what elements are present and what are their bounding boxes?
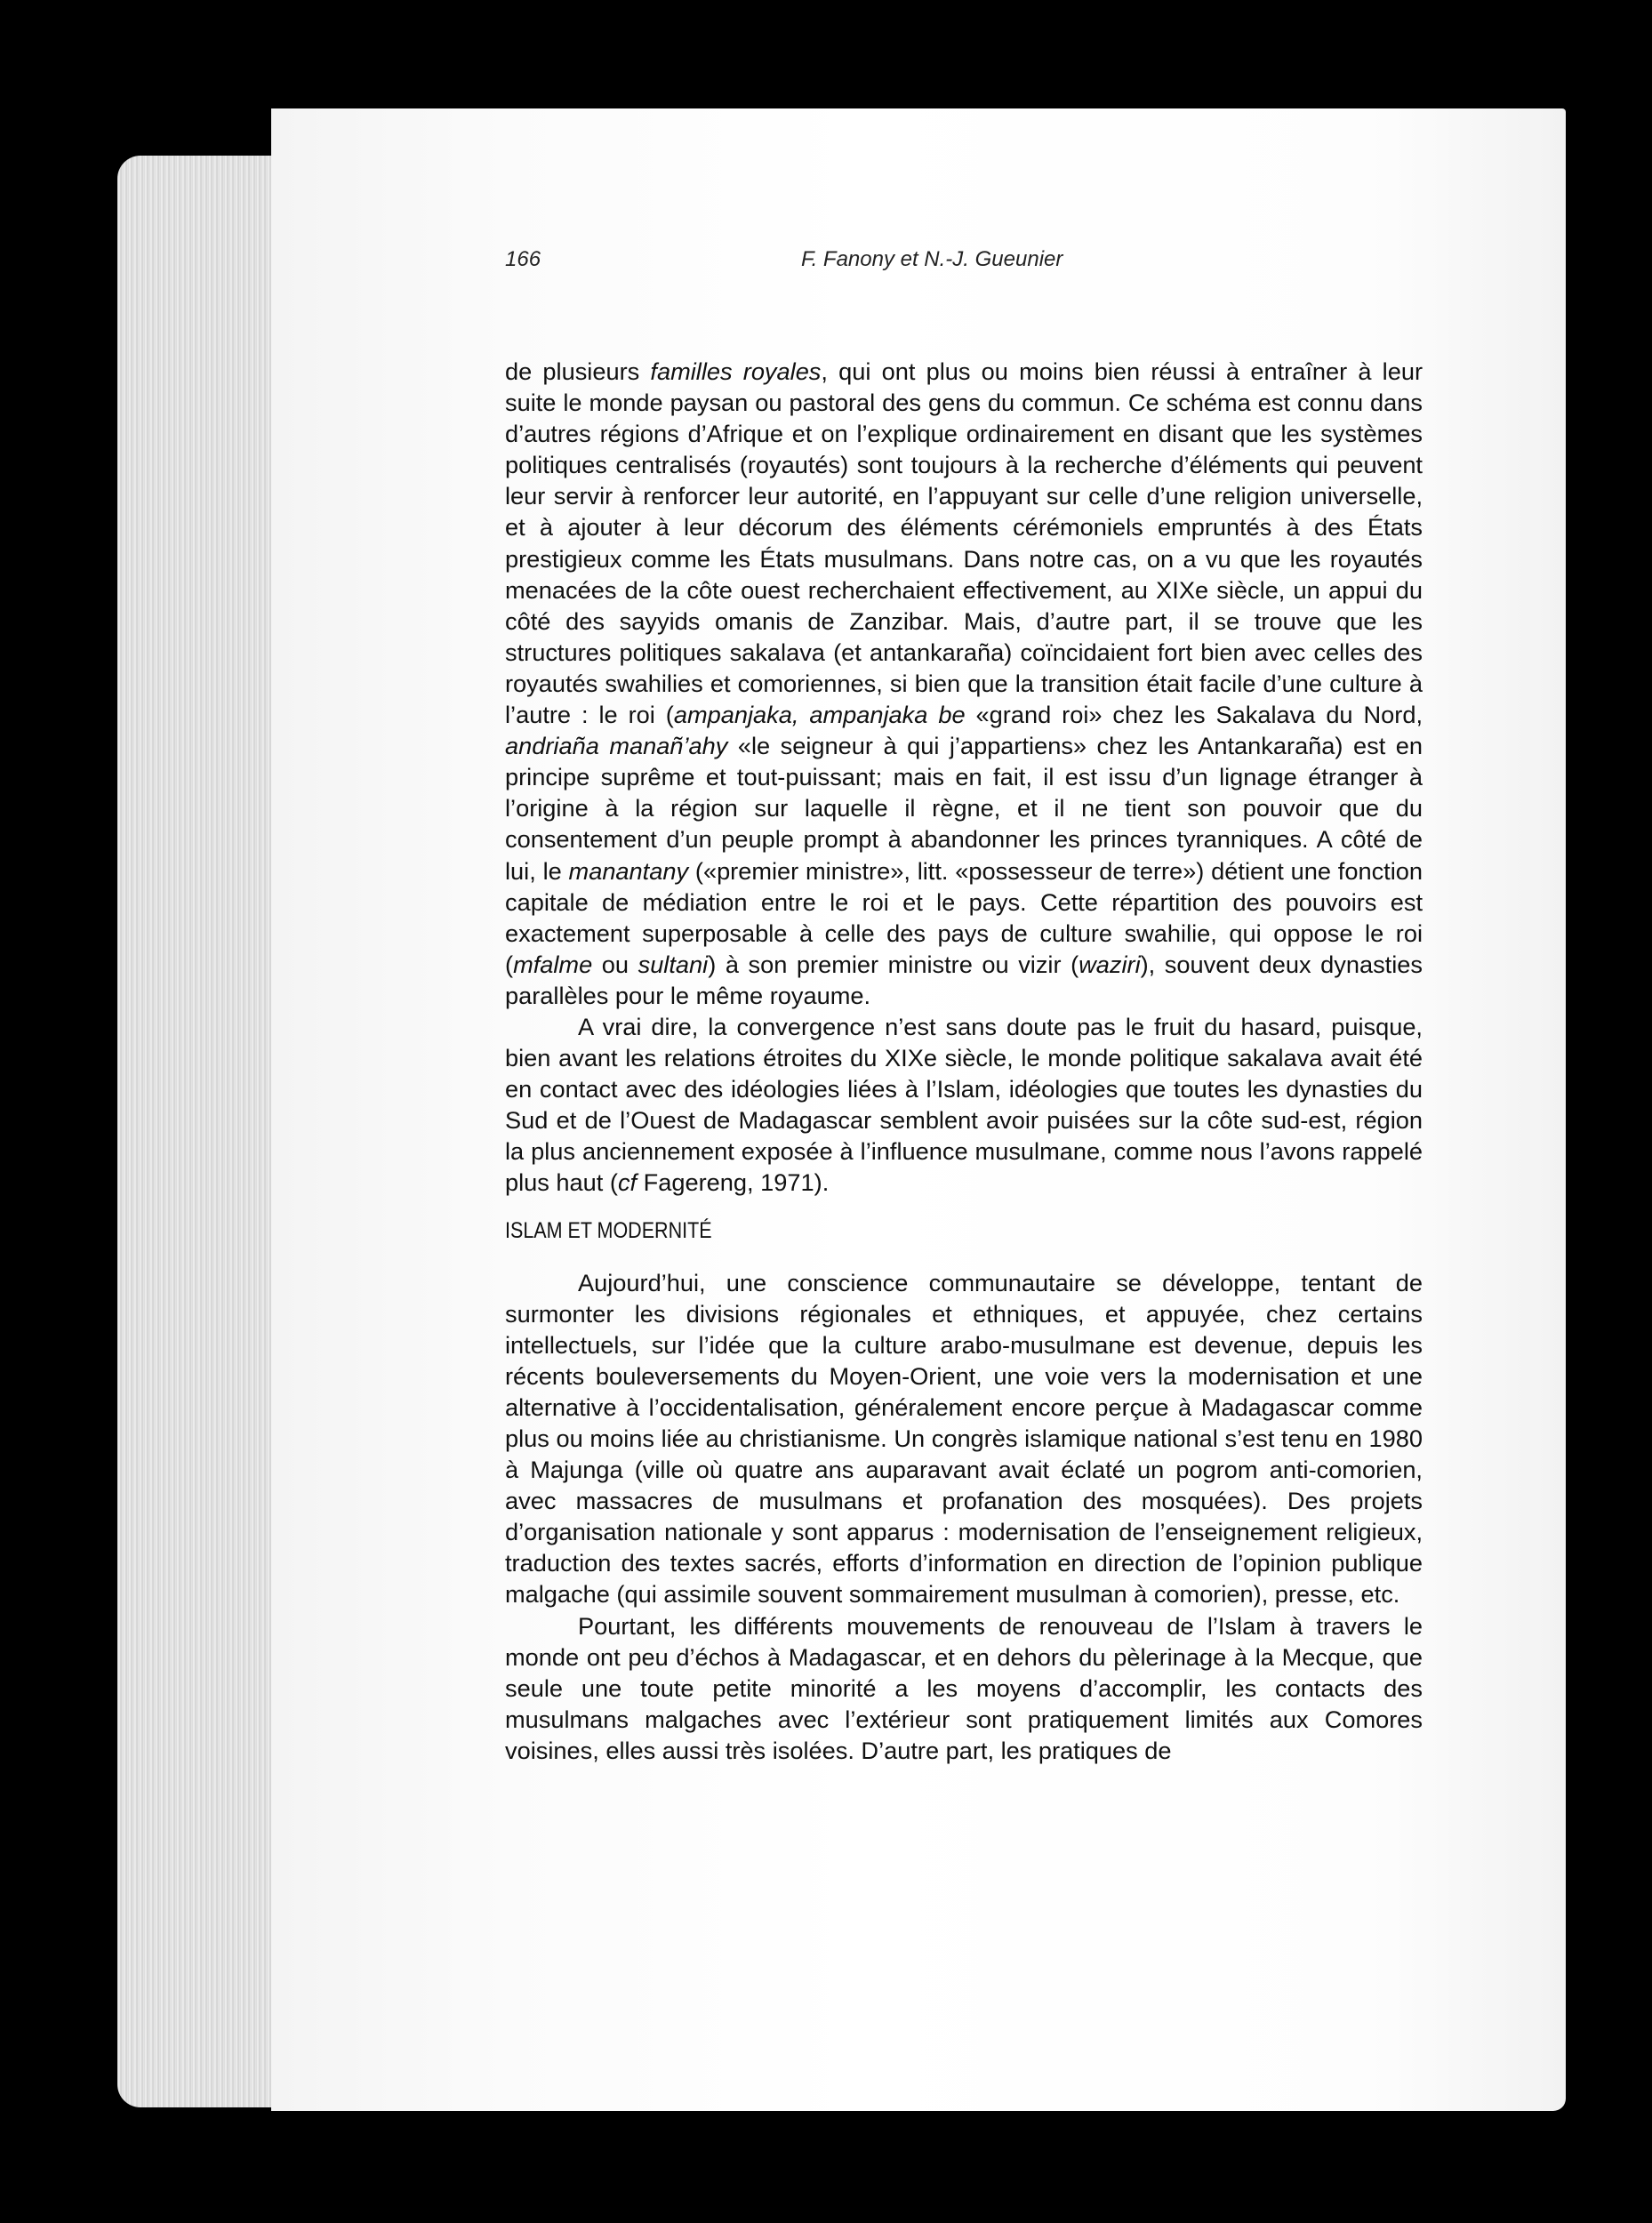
italic-term: familles royales	[650, 357, 822, 385]
body-text	[505, 356, 1423, 1766]
text-run: A vrai dire, la convergence n’est sans doute pas le fruit du hasard, puisque, bien avant les relations étroites du XIXe siècle, le monde politique sakalava avait été en contact avec des idéologies liées à l’Islam, idéologies que toutes les dynasties du Sud et de l’Ouest de Madagascar semblent avoir puisées sur la côte sud-est, région la plus anciennement exposée à l’influence musulmane, comme nous l’avons rappelé plus haut (	[505, 1012, 1423, 1197]
text-run: «grand roi» chez les Sakalava du Nord,	[965, 701, 1423, 729]
italic-term: cf	[617, 1168, 638, 1197]
text-run: ) à son premier ministre ou vizir (	[708, 950, 1079, 978]
italic-term: sultani	[638, 950, 709, 978]
page-number: 166	[505, 247, 541, 271]
text-run: («premier ministre», litt. «possesseur de terre») détient une fonction capitale de médiation entre le roi et le pays. Cette répartition des pouvoirs est exactement superposable à celle des pays de culture swahilie, qui oppose le roi (	[505, 856, 1423, 978]
paragraph-3: Aujourd’hui, une conscience communautaire se développe, tentant de surmonter les divisions régionales et ethniques, et appuyée, chez certains intellectuels, sur l’idée que la culture arabo-musulmane est devenue, depuis les récents bouleversements du Moyen-Orient, une voie vers la modernisation et une alternative à l’occidentalisation, généralement encore perçue à Madagascar comme plus ou moins liée au christianisme. Un congrès islamique national s’est tenu en 1980 à Majunga (ville où quatre ans auparavant avait éclaté un pogrom anti-comorien, avec massacres de musulmans et profanation des mosquées). Des projets d’organisation nationale y sont apparus : modernisation de l’enseignement religieux, traduction des textes sacrés, efforts d’information en direction de l’opinion publique malgache (qui assimile souvent sommairement musulman à comorien), presse, etc.	[505, 1268, 1423, 1609]
page-header	[505, 247, 1421, 283]
italic-term: mfalme	[513, 950, 593, 978]
paragraph-1	[505, 356, 1423, 1011]
book-page-edges	[117, 156, 282, 2107]
text-run: «le seigneur à qui j’appartiens» chez les Antankaraña) est en principe suprême et tout-puissant; mais en fait, il est issu d’un lignage étranger à l’origine à la région sur laquelle il règne, et il ne tient son pouvoir que du consentement d’un peuple prompt à abandonner les princes tyranniques. A côté de lui, le	[505, 732, 1423, 885]
italic-term: waziri	[1079, 950, 1141, 978]
running-head: F. Fanony et N.-J. Gueunier	[801, 247, 1063, 271]
text-run: de plusieurs	[505, 357, 651, 385]
text-run: ), souvent deux dynasties parallèles pour le même royaume.	[505, 950, 1423, 1009]
paragraph-4: Pourtant, les différents mouvements de renouveau de l’Islam à travers le monde ont peu d’échos à Madagascar, et en dehors du pèlerinage à la Mecque, que seule une toute petite minorité a les moyens d’accomplir, les contacts des musulmans malgaches avec l’extérieur sont pratiquement limités aux Comores voisines, elles aussi très isolées. D’autre part, les pratiques de	[505, 1611, 1423, 1764]
paragraph-2	[505, 1011, 1423, 1199]
italic-term: andriaña manañ’ahy	[505, 732, 728, 760]
text-run: Fagereng, 1971).	[637, 1168, 830, 1197]
text-run: ou	[592, 950, 638, 978]
text-run: , qui ont plus ou moins bien réussi à entraîner à leur suite le monde paysan ou pastoral des gens du commun. Ce schéma est connu dans d’autres régions d’Afrique et on l’explique ordinairement en disant que les systèmes politiques centralisés (royautés) sont toujours à la recherche d’éléments qui peuvent leur servir à renforcer leur autorité, en l’appuyant sur celle d’une religion universelle, et à ajouter à leur décorum des éléments cérémoniels empruntés à des États prestigieux comme les États musulmans. Dans notre cas, on a vu que les royautés menacées de la côte ouest recherchaient effectivement, au XIXe siècle, un appui du côté des sayyids omanis de Zanzibar. Mais, d’autre part, il se trouve que les structures politiques sakalava (et antankaraña) coïncidaient fort bien avec celles des royautés swahilies et comoriennes, si bien que la transition était facile d’une culture à l’autre : le roi (	[505, 357, 1423, 729]
section-heading: ISLAM ET MODERNITÉ	[505, 1217, 712, 1243]
italic-term: manantany	[568, 856, 689, 885]
italic-term: ampanjaka, ampanjaka be	[673, 701, 966, 729]
